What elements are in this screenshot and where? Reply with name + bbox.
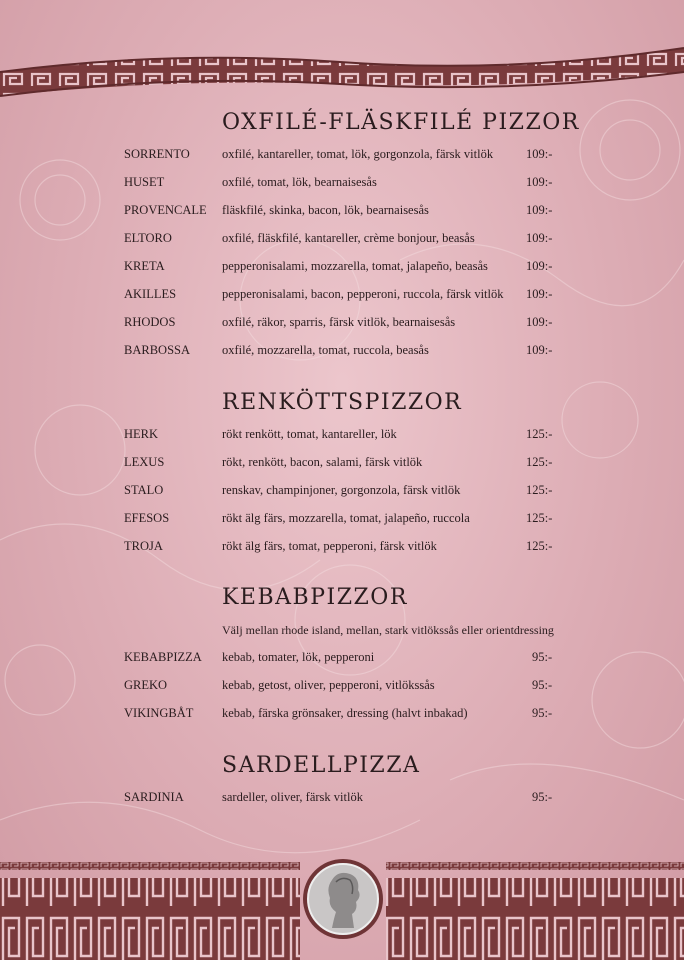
item-name: KEBABPIZZA: [124, 650, 202, 664]
item-description: rökt älg färs, mozzarella, tomat, jalapeño, ruccola: [222, 511, 470, 525]
item-price: 109:-: [526, 203, 553, 217]
menu-item: [0, 203, 684, 223]
item-price: 95:-: [532, 650, 553, 664]
menu-item: [0, 231, 684, 251]
menu-item: [0, 427, 684, 447]
greek-bust-icon: [302, 858, 384, 940]
item-price: 125:-: [526, 427, 553, 441]
item-description: renskav, champinjoner, gorgonzola, färsk vitlök: [222, 483, 461, 497]
item-description: rökt älg färs, tomat, pepperoni, färsk vitlök: [222, 539, 437, 553]
item-name: TROJA: [124, 539, 163, 553]
menu-item: [0, 539, 684, 559]
section-title: SARDELLPIZZA: [222, 753, 421, 778]
item-price: 125:-: [526, 455, 553, 469]
item-description: fläskfilé, skinka, bacon, lök, bearnaisesås: [222, 203, 429, 217]
item-price: 109:-: [526, 231, 553, 245]
item-price: 125:-: [526, 539, 553, 553]
item-price: 125:-: [526, 511, 553, 525]
item-name: BARBOSSA: [124, 343, 190, 357]
section-title: OXFILÉ-FLÄSKFILÉ PIZZOR: [222, 110, 580, 135]
item-description: kebab, färska grönsaker, dressing (halvt inbakad): [222, 706, 468, 720]
item-price: 109:-: [526, 287, 553, 301]
menu-item: [0, 147, 684, 167]
item-name: SARDINIA: [124, 790, 184, 804]
menu-item: [0, 175, 684, 195]
top-greek-key-border: [0, 30, 684, 100]
item-description: oxfilé, kantareller, tomat, lök, gorgonzola, färsk vitlök: [222, 147, 494, 161]
item-name: HUSET: [124, 175, 165, 189]
section-note: Välj mellan rhode island, mellan, stark vitlökssås eller orientdressing: [222, 623, 554, 637]
item-description: oxfilé, tomat, lök, bearnaisesås: [222, 175, 377, 189]
item-name: HERK: [124, 427, 159, 441]
menu-item: [0, 790, 684, 810]
menu-item: [0, 259, 684, 279]
item-price: 109:-: [526, 175, 553, 189]
item-name: SORRENTO: [124, 147, 190, 161]
menu-item: [0, 287, 684, 307]
menu-item: [0, 343, 684, 363]
item-price: 109:-: [526, 315, 553, 329]
item-name: LEXUS: [124, 455, 165, 469]
item-description: oxfilé, fläskfilé, kantareller, crème bonjour, beasås: [222, 231, 475, 245]
item-name: EFESOS: [124, 511, 170, 525]
section-title: RENKÖTTSPIZZOR: [222, 390, 463, 415]
item-price: 109:-: [526, 343, 553, 357]
item-name: STALO: [124, 483, 164, 497]
item-name: ELTORO: [124, 231, 172, 245]
item-price: 109:-: [526, 147, 553, 161]
item-name: RHODOS: [124, 315, 176, 329]
item-name: GREKO: [124, 678, 168, 692]
item-name: KRETA: [124, 259, 165, 273]
menu-item: [0, 455, 684, 475]
item-description: kebab, getost, oliver, pepperoni, vitlökssås: [222, 678, 435, 692]
item-description: pepperonisalami, bacon, pepperoni, ruccola, färsk vitlök: [222, 287, 504, 301]
item-description: oxfilé, mozzarella, tomat, ruccola, beasås: [222, 343, 429, 357]
item-description: rökt, renkött, bacon, salami, färsk vitlök: [222, 455, 423, 469]
item-price: 125:-: [526, 483, 553, 497]
item-description: oxfilé, räkor, sparris, färsk vitlök, bearnaisesås: [222, 315, 456, 329]
menu-item: [0, 511, 684, 531]
menu-item: [0, 483, 684, 503]
item-price: 95:-: [532, 706, 553, 720]
item-description: sardeller, oliver, färsk vitlök: [222, 790, 363, 804]
menu-item: [0, 706, 684, 726]
item-description: pepperonisalami, mozzarella, tomat, jalapeño, beasås: [222, 259, 488, 273]
section-title: KEBABPIZZOR: [222, 585, 408, 610]
item-description: kebab, tomater, lök, pepperoni: [222, 650, 375, 664]
item-name: PROVENCALE: [124, 203, 207, 217]
item-price: 109:-: [526, 259, 553, 273]
menu-item: [0, 678, 684, 698]
item-name: AKILLES: [124, 287, 177, 301]
item-description: rökt renkött, tomat, kantareller, lök: [222, 427, 397, 441]
menu-item: [0, 650, 684, 670]
menu-item: [0, 315, 684, 335]
item-price: 95:-: [532, 790, 553, 804]
item-price: 95:-: [532, 678, 553, 692]
item-name: VIKINGBÅT: [124, 706, 194, 720]
